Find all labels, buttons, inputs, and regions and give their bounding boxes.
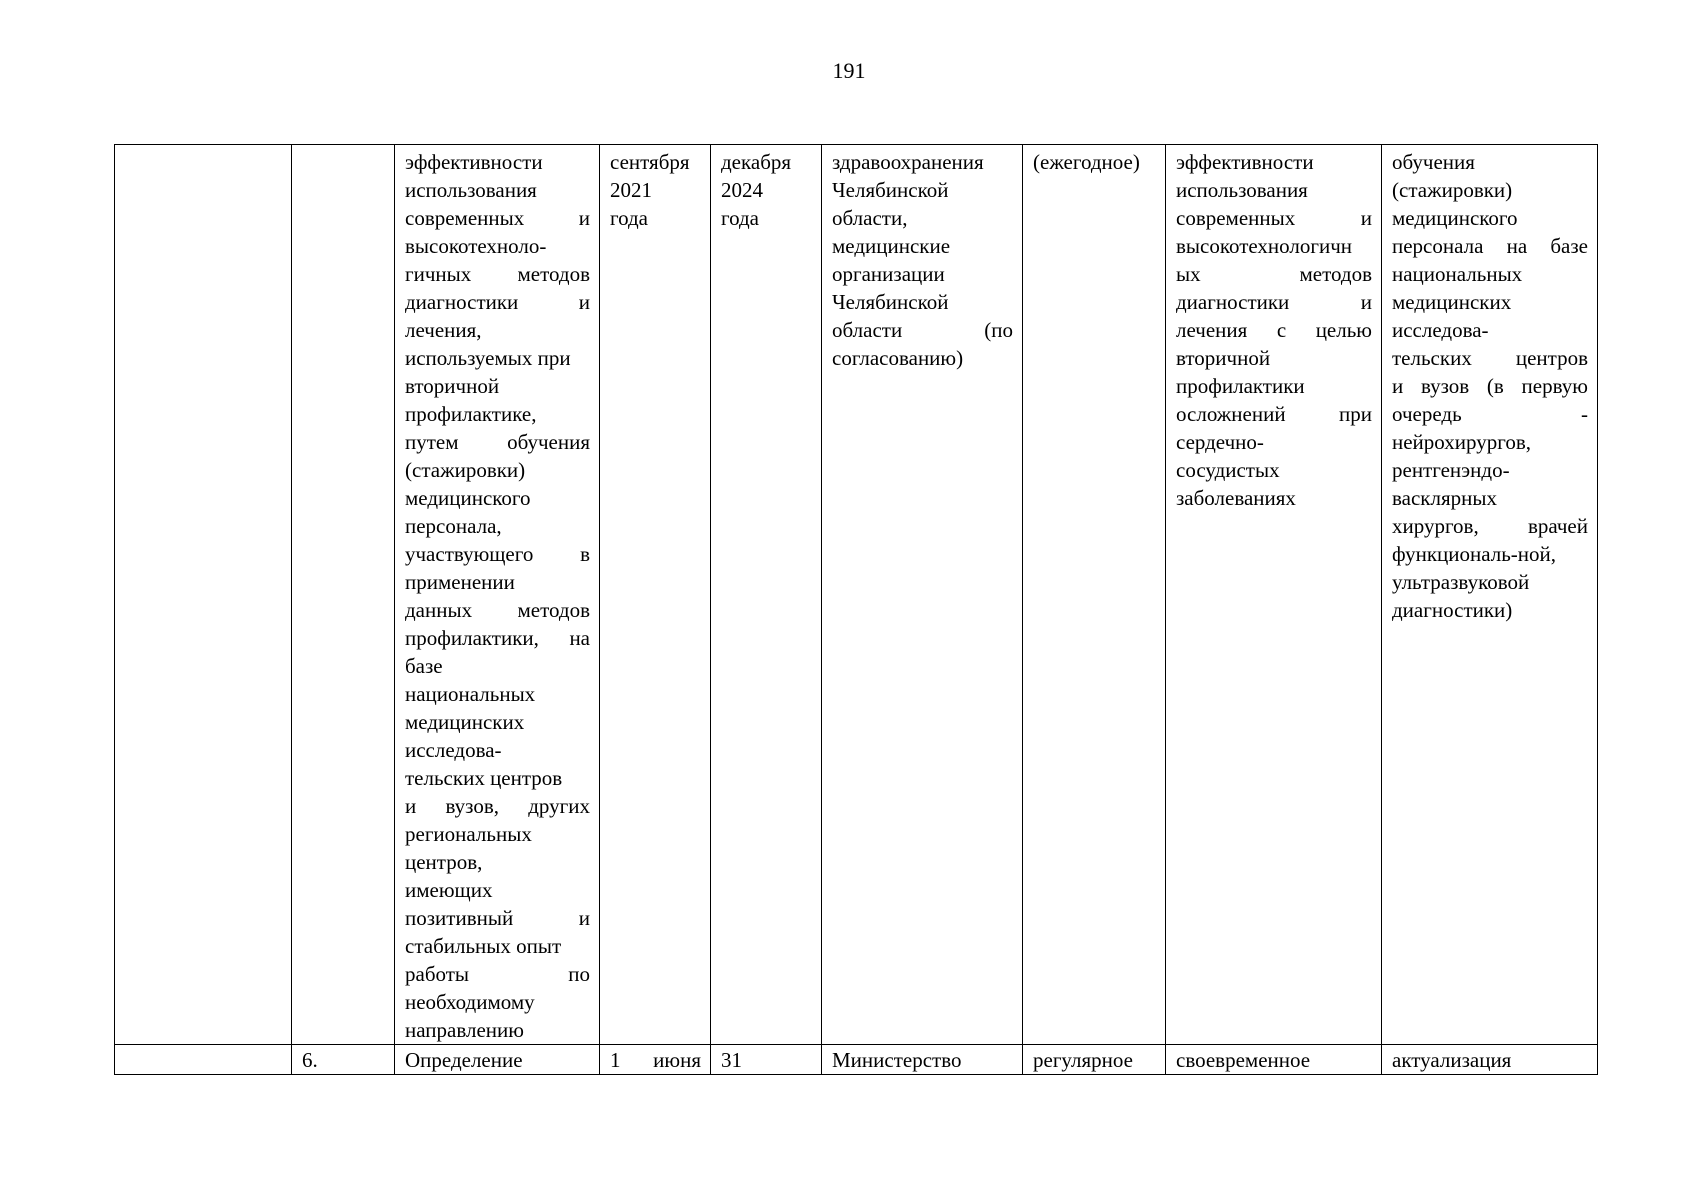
text-line: исследова- <box>1392 318 1489 342</box>
text-line: персонала на базе <box>1392 234 1588 258</box>
text-line: (стажировки) <box>405 458 526 482</box>
text-line: Челябинской <box>832 290 949 314</box>
expected-result-text <box>1176 148 1372 512</box>
text-line: необходимому <box>405 990 535 1014</box>
text-line: путем обучения <box>405 430 590 454</box>
cell-empty-col1 <box>115 1045 292 1075</box>
text-line: здравоохранения <box>832 150 984 174</box>
text-line: 2021 <box>610 178 652 202</box>
text-line: обучения <box>1392 150 1475 174</box>
text-line: использования <box>405 178 537 202</box>
text-line: персонала, <box>405 514 502 538</box>
text-line: медицинского <box>1392 206 1518 230</box>
text-line: рентгенэндо- <box>1392 458 1510 482</box>
text-line: сентября <box>610 150 690 174</box>
text-line: тельских центров <box>405 766 563 790</box>
text-line: профилактики <box>1176 374 1305 398</box>
text-line: профилактики, на <box>405 626 590 650</box>
cell-start-date <box>600 145 711 1045</box>
text-line: вторичной <box>405 374 500 398</box>
text-line: имеющих <box>405 878 493 902</box>
text-line: очередь - <box>1392 402 1588 426</box>
text-line: национальных <box>1392 262 1523 286</box>
cell-indicator <box>1382 145 1598 1045</box>
text-line: медицинских <box>1392 290 1512 314</box>
start-day: 1 <box>610 1048 621 1072</box>
text-line: Челябинской <box>832 178 949 202</box>
text-line: диагностики и <box>1176 290 1372 314</box>
text-line: направлению <box>405 1018 524 1042</box>
page-number: 191 <box>832 58 866 83</box>
text-line: лечения с целью <box>1176 318 1372 342</box>
text-line: лечения, <box>405 318 482 342</box>
text-line: и вузов, других <box>405 794 590 818</box>
text-line: использования <box>1176 178 1308 202</box>
text-line: гичных методов <box>405 262 590 286</box>
periodicity-text <box>1033 148 1156 176</box>
text-line: национальных <box>405 682 536 706</box>
text-line: стабильных опыт <box>405 934 562 958</box>
text-line: профилактике, <box>405 402 537 426</box>
text-line: вторичной <box>1176 346 1271 370</box>
text-line: позитивный и <box>405 906 590 930</box>
text-line: современных и <box>405 206 590 230</box>
cell-responsible: Министерство <box>822 1045 1023 1075</box>
text-line: функциональ-ной, <box>1392 542 1557 566</box>
text-line: осложнений при <box>1176 402 1372 426</box>
text-line: декабря <box>721 150 792 174</box>
cell-measure-description <box>395 145 600 1045</box>
text-line: эффективности <box>1176 150 1314 174</box>
text-line: применении <box>405 570 515 594</box>
text-line: ых методов <box>1176 262 1372 286</box>
measures-table <box>114 144 1598 1075</box>
table-row <box>115 1045 1598 1075</box>
text-line: данных методов <box>405 598 590 622</box>
text-line: современных и <box>1176 206 1372 230</box>
start-date-text <box>610 148 701 232</box>
text-line: 2024 <box>721 178 763 202</box>
cell-empty-col2 <box>292 145 395 1045</box>
cell-responsible <box>822 145 1023 1045</box>
text-line: участвующего в <box>405 542 590 566</box>
text-line: года <box>610 206 648 230</box>
text-line: васклярных <box>1392 486 1497 510</box>
text-line: эффективности <box>405 150 543 174</box>
text-line: медицинского <box>405 486 531 510</box>
text-line: работы по <box>405 962 590 986</box>
responsible-text <box>832 148 1013 372</box>
text-line: (стажировки) <box>1392 178 1513 202</box>
cell-expected-result: своевременное <box>1166 1045 1382 1075</box>
text-line: медицинские <box>832 234 951 258</box>
text-line: диагностики) <box>1392 598 1513 622</box>
indicator-text <box>1392 148 1588 624</box>
text-line: центров, <box>405 850 483 874</box>
cell-expected-result <box>1166 145 1382 1045</box>
measure-description-text <box>405 148 590 1044</box>
cell-periodicity: регулярное <box>1023 1045 1166 1075</box>
cell-measure-description: Определение <box>395 1045 600 1075</box>
text-line: согласованию) <box>832 346 964 370</box>
text-line: области, <box>832 206 908 230</box>
table-row <box>115 145 1598 1045</box>
start-month: июня <box>653 1048 701 1072</box>
text-line: организации <box>832 262 945 286</box>
text-line: сосудистых <box>1176 458 1280 482</box>
text-line: тельских центров <box>1392 346 1588 370</box>
text-line: высокотехноло- <box>405 234 547 258</box>
end-date-text <box>721 148 812 232</box>
text-line: нейрохирургов, <box>1392 430 1531 454</box>
cell-item-number: 6. <box>292 1045 395 1075</box>
text-line: базе <box>405 654 443 678</box>
text-line: сердечно- <box>1176 430 1264 454</box>
text-line: ультразвуковой <box>1392 570 1530 594</box>
text-line: заболеваниях <box>1176 486 1296 510</box>
cell-start-date <box>600 1045 711 1075</box>
text-line: диагностики и <box>405 290 590 314</box>
text-line: года <box>721 206 759 230</box>
cell-end-date: 31 <box>711 1045 822 1075</box>
text-line: области (по <box>832 318 1013 342</box>
cell-periodicity <box>1023 145 1166 1045</box>
cell-end-date <box>711 145 822 1045</box>
text-line: хирургов, врачей <box>1392 514 1588 538</box>
text-line: высокотехнологичн <box>1176 234 1353 258</box>
text-line: и вузов (в первую <box>1392 374 1588 398</box>
cell-empty-col1 <box>115 145 292 1045</box>
cell-indicator: актуализация <box>1382 1045 1598 1075</box>
text-line: (ежегодное) <box>1033 150 1140 174</box>
text-line: медицинских <box>405 710 525 734</box>
text-line: используемых при <box>405 346 571 370</box>
text-line: региональных <box>405 822 532 846</box>
text-line: исследова- <box>405 738 502 762</box>
